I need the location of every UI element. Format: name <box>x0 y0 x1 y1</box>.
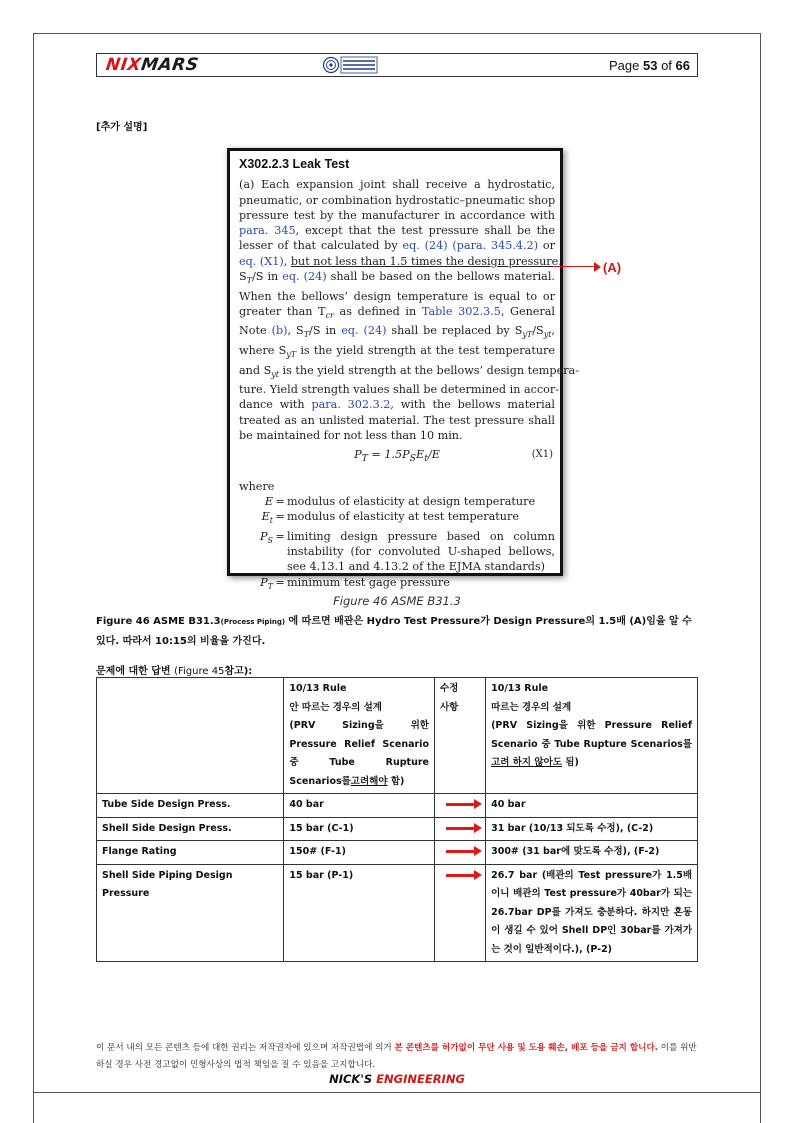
callout-label-a: (A) <box>603 260 622 275</box>
red-arrow-icon <box>440 822 480 836</box>
row-arrow <box>434 817 485 841</box>
figure-text-line: When the bellows’ design temperature is equal to or <box>239 289 555 303</box>
answer-table <box>96 677 698 962</box>
figure-text-line: be maintained for not less than 10 min. <box>239 428 463 442</box>
figure-caption: Figure 46 ASME B31.3 <box>333 594 461 608</box>
figure-text-line: greater than $T_{cr}$ as defined in Table 302.3.5, General <box>239 304 555 321</box>
table-row <box>97 864 698 962</box>
figure-text-line: dance with para. 302.3.2, with the bellows material <box>239 398 555 412</box>
equation-number: (X1) <box>531 449 553 461</box>
nixmars-logo: NIXMARS <box>104 55 200 75</box>
header-cell-empty <box>97 678 284 794</box>
definitions-list <box>239 494 555 594</box>
figure-text-line: ture. Yield strength values shall be determined in accor- <box>239 383 560 397</box>
red-arrow-icon <box>440 798 480 812</box>
copyright-notice: 이 문서 내의 모든 콘텐츠 등에 대한 권리는 저작권자에 있으며 저작권법에 의거 본 콘텐츠를 허가없이 무단 사용 및 도용 훼손, 배포 등을 금지 합니다. 이를 위반 하실 경우 사전 경고없이 민형사상의 법적 책임을 질 수 있음을 고지합니다. <box>96 1043 697 1070</box>
explanation-paragraph: Figure 46 ASME B31.3(Process Piping) 에 따르면 배관은 Hydro Test Pressure가 Design Pressure의 1.5배 (A)임을 알 수 있다. 따라서 10:15의 비율을 가진다. <box>96 616 692 647</box>
row-before: 40 bar <box>284 794 435 818</box>
row-arrow <box>434 841 485 865</box>
red-arrow-icon <box>440 845 480 859</box>
row-label: Shell Side Design Press. <box>97 817 284 841</box>
definition-item: $P_T$ = minimum test gage pressure <box>260 575 450 591</box>
where-label: where <box>239 479 275 493</box>
definition-item: E = modulus of elasticity at design temperature <box>264 495 536 509</box>
page-number: Page 53 of 66 <box>609 58 690 73</box>
figure-text-line: Note (b), $S_T/S$ in eq. (24) shall be replaced by $S_{yT}/S_{yt}$, <box>239 324 555 340</box>
row-before: 15 bar (P-1) <box>284 864 435 962</box>
definition-item: $P_S$ = limiting design pressure based on column instability (for convoluted U-shaped bellows, see 4.13.1 and 4.13.2 of the EJMA standards) <box>259 529 555 574</box>
row-after: 26.7 bar (배관의 Test pressure가 1.5배이니 배관의 Test pressure가 40bar가 되는 26.7bar DP를 가져도 충분하다. 하지만 혼동이 생길 수 있어 Shell DP인 30bar를 가져가는 것이 일반적이다.), (P-2) <box>486 864 698 962</box>
row-after: 31 bar (10/13 되도록 수정), (C-2) <box>486 817 698 841</box>
nicks-engineering-brand: NICK'S ENGINEERING <box>329 1072 465 1086</box>
row-after: 300# (31 bar에 맞도록 수정), (F-2) <box>486 841 698 865</box>
section-note: [추가 설명] <box>96 122 148 133</box>
header-cell-modification: 수정 사항 <box>434 678 485 794</box>
figure-text-line: pneumatic, or combination hydrostatic–pneumatic shop <box>239 193 556 207</box>
answer-heading: 문제에 대한 답변 (Figure 45참고): <box>96 666 253 677</box>
figure-text-line: (a) Each expansion joint shall receive a hydrostatic, <box>239 178 555 192</box>
row-arrow <box>434 794 485 818</box>
figure-body <box>239 177 579 443</box>
row-after: 40 bar <box>486 794 698 818</box>
asme-figure <box>227 148 579 591</box>
figure-text-line: lesser of that calculated by eq. (24) (para. 345.4.2) or <box>239 239 555 253</box>
table-row <box>97 841 698 865</box>
row-label: Shell Side Piping Design Pressure <box>97 864 284 962</box>
row-label: Flange Rating <box>97 841 284 865</box>
header-cell-with-rule: 10/13 Rule 따르는 경우의 설계 (PRV Sizing을 위한 Pressure Relief Scenario 중 Tube Rupture Scenarios를고려 하지 않아도 됨) <box>486 678 698 794</box>
figure-text-line: $S_T/S$ in eq. (24) shall be based on the bellows material. <box>239 270 555 286</box>
equation-x1: $P_T = 1.5P_SE_t/E$ (X1) <box>354 448 553 465</box>
seal-icon <box>323 55 379 75</box>
table-header-row <box>97 678 698 794</box>
row-label: Tube Side Design Press. <box>97 794 284 818</box>
figure-text-line: pressure test by the manufacturer in accordance with <box>239 208 555 222</box>
figure-text-line: para. 345, except that the test pressure shall be the <box>239 224 555 238</box>
row-arrow <box>434 864 485 962</box>
page-header <box>96 53 698 77</box>
row-before: 150# (F-1) <box>284 841 435 865</box>
figure-text-line: eq. (X1), but not less than 1.5 times the design pressure. <box>239 254 562 268</box>
row-before: 15 bar (C-1) <box>284 817 435 841</box>
bottom-rule <box>33 1092 761 1093</box>
figure-text-line: treated as an unlisted material. The test pressure shall <box>239 413 555 427</box>
figure-text-line: where $S_{yT}$ is the yield strength at the test temperature <box>239 343 555 360</box>
table-row <box>97 817 698 841</box>
figure-text-line: and $S_{yt}$ is the yield strength at the bellows’ design tempera- <box>239 363 579 379</box>
callout-arrow-icon <box>594 262 601 272</box>
definition-item: $E_t$ = modulus of elasticity at test temperature <box>261 510 519 526</box>
table-row <box>97 794 698 818</box>
red-arrow-icon <box>440 869 480 883</box>
callout-line <box>553 266 595 267</box>
header-cell-without-rule: 10/13 Rule 안 따르는 경우의 설계 (PRV Sizing을 위한 Pressure Relief Scenario 중 Tube Rupture Scenarios를고려해야 함) <box>284 678 435 794</box>
figure-title: X302.2.3 Leak Test <box>239 157 350 171</box>
